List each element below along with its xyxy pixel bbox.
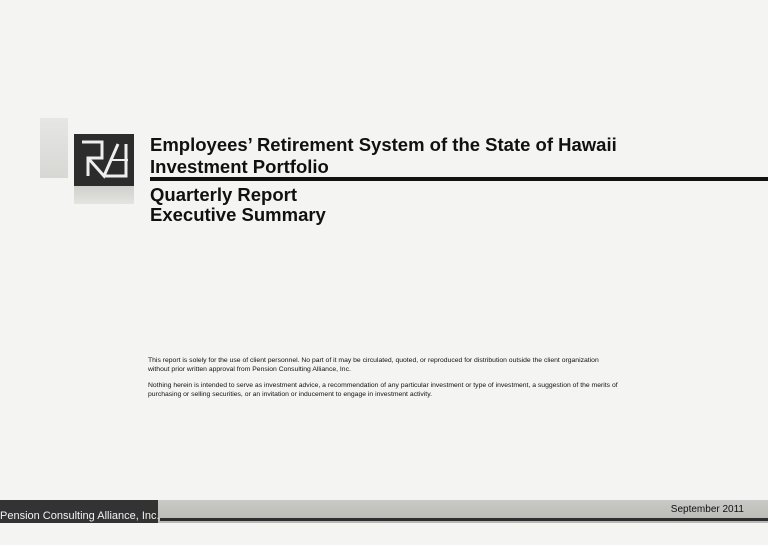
disclaimer-paragraph-1: This report is solely for the use of client personnel. No part of it may be circulated, quoted, or reproduced for distribution outside the client organization without prior written approval from Pension Consulting Alliance, Inc. [148, 357, 599, 373]
logo-base [74, 186, 134, 204]
document-title-line-1: Employees’ Retirement System of the State of Hawaii [150, 134, 617, 155]
document-title-line-2: Investment Portfolio [150, 156, 329, 177]
disclaimer [148, 356, 618, 406]
disclaimer-paragraph-2: Nothing herein is intended to serve as investment advice, a recommendation of any particular investment or type of investment, a suggestion of the merits of purchasing or selling securities, or an invitation or inducement to engage in investment activity. [148, 382, 618, 398]
logo-side-strip [40, 118, 68, 178]
footer-company-name: Pension Consulting Alliance, Inc. [0, 510, 160, 522]
logo-block [40, 118, 136, 204]
title-divider [150, 177, 768, 181]
pca-logo-icon [74, 134, 134, 186]
document-subtitle-line-1: Quarterly Report [150, 184, 298, 205]
footer-divider [160, 518, 768, 521]
document-subtitle-line-2: Executive Summary [150, 204, 326, 225]
footer-date: September 2011 [670, 504, 744, 515]
footer-company-block [0, 500, 158, 523]
